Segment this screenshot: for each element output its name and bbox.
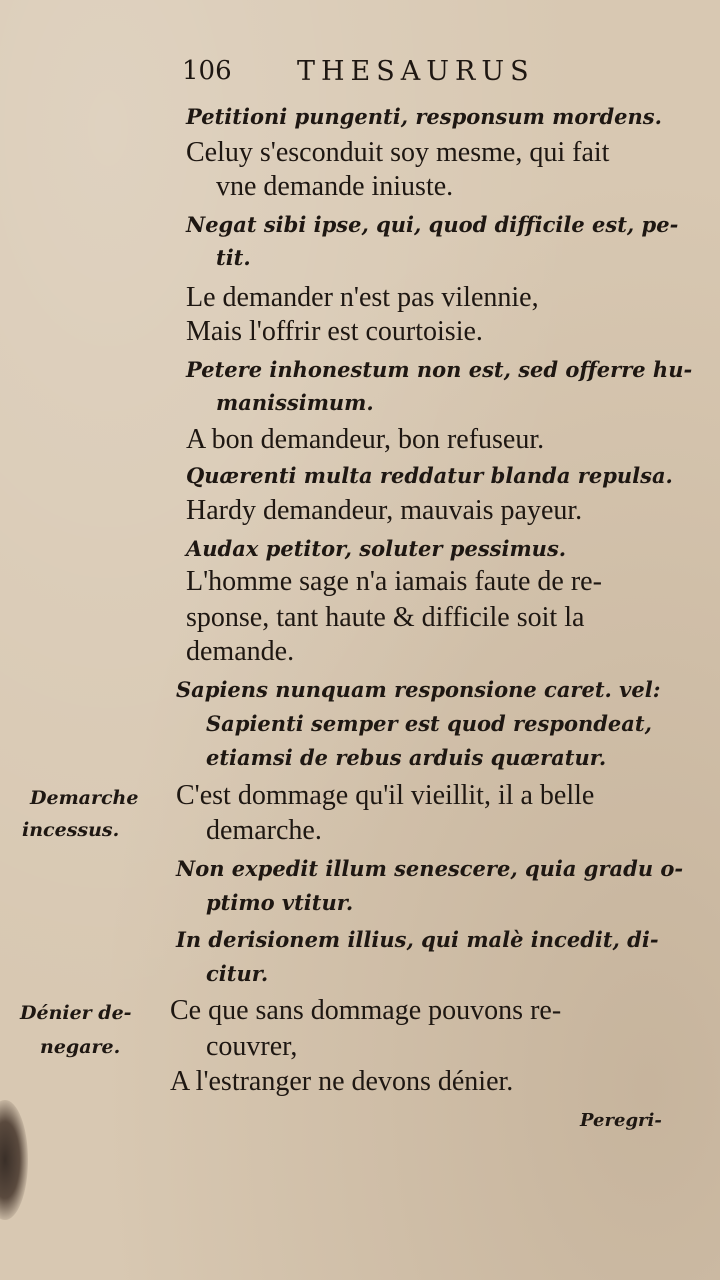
latin-line: etiamsi de rebus arduis quæratur. <box>206 745 607 770</box>
latin-line: Non expedit illum senescere, quia gradu o- <box>176 856 684 881</box>
french-line: A bon demandeur, bon refuseur. <box>186 424 545 455</box>
page-number: 106 <box>182 56 232 86</box>
latin-line: Negat sibi ipse, qui, quod difficile est, pe- <box>186 212 679 237</box>
french-line: Hardy demandeur, mauvais payeur. <box>186 495 583 526</box>
french-line: demande. <box>186 636 295 667</box>
french-line: Ce que sans dommage pouvons re- <box>170 995 562 1026</box>
french-line: A l'estranger ne devons dénier. <box>170 1066 514 1097</box>
page-stain <box>0 1100 28 1220</box>
latin-line: Audax petitor, soluter pessimus. <box>186 536 567 561</box>
latin-line: manissimum. <box>216 390 374 415</box>
margin-note: Demarche <box>30 787 139 809</box>
french-line: demarche. <box>206 815 322 846</box>
french-line: C'est dommage qu'il vieillit, il a belle <box>176 780 595 811</box>
french-line: couvrer, <box>206 1031 298 1062</box>
latin-line: Petitioni pungenti, responsum mordens. <box>186 104 662 129</box>
latin-line: tit. <box>216 245 251 270</box>
latin-line: In derisionem illius, qui malè incedit, di- <box>176 927 659 952</box>
latin-line: citur. <box>206 961 269 986</box>
french-line: vne demande iniuste. <box>216 171 454 202</box>
margin-note: Dénier de- <box>20 1002 132 1024</box>
page-header <box>182 56 612 96</box>
margin-note: incessus. <box>22 819 120 841</box>
latin-line: Quærenti multa reddatur blanda repulsa. <box>186 463 673 488</box>
running-title: THESAURUS <box>297 56 535 87</box>
french-line: Le demander n'est pas vilennie, <box>186 282 539 313</box>
latin-line: Sapiens nunquam responsione caret. vel: <box>176 677 661 702</box>
latin-line: Petere inhonestum non est, sed offerre hu- <box>186 357 693 382</box>
french-line: L'homme sage n'a iamais faute de re- <box>186 566 602 597</box>
latin-line: Sapienti semper est quod respondeat, <box>206 711 652 736</box>
latin-line: ptimo vtitur. <box>206 890 354 915</box>
french-line: Mais l'offrir est courtoisie. <box>186 316 483 347</box>
french-line: Celuy s'esconduit soy mesme, qui fait <box>186 137 610 168</box>
french-line: sponse, tant haute & difficile soit la <box>186 602 585 633</box>
catchword: Peregri- <box>580 1110 662 1131</box>
margin-note: negare. <box>40 1036 121 1058</box>
